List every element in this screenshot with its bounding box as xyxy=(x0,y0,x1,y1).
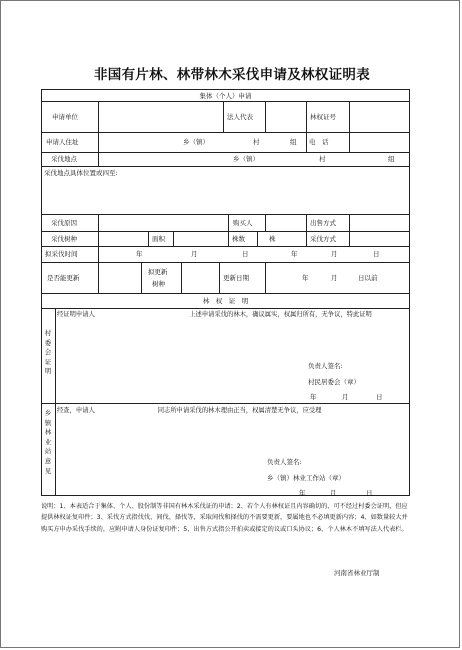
planned-year-2: 年 xyxy=(291,250,298,258)
planned-day: 日 xyxy=(242,250,249,258)
col-line xyxy=(306,231,307,246)
col-line xyxy=(265,262,266,293)
row-line xyxy=(41,262,410,263)
renew-year: 年 xyxy=(302,274,309,282)
col-line xyxy=(181,262,182,293)
section-cert: 林 权 证 明 xyxy=(202,297,249,305)
label-site-group: 组 xyxy=(388,155,395,163)
col-line xyxy=(349,231,350,246)
label-unit: 申请单位 xyxy=(52,113,78,121)
village-year: 年 xyxy=(310,393,317,401)
table-bottom-border xyxy=(41,495,410,496)
col-line xyxy=(141,262,142,293)
row-line xyxy=(41,403,410,404)
col-line xyxy=(148,231,149,246)
row-line xyxy=(41,132,410,133)
label-site-village: 村 xyxy=(319,155,326,163)
label-planned-time: 拟采伐时间 xyxy=(45,250,78,258)
town-cert-side-label: 乡镇林业站意见 xyxy=(44,409,52,475)
row-line xyxy=(41,246,410,247)
col-line xyxy=(98,152,99,166)
col-line xyxy=(265,101,266,132)
row-line xyxy=(41,231,410,232)
village-cert-text: 经证明申请人 上述申请采伐的林木，确议属实，权属归所有，无争议，特此证明 xyxy=(57,311,372,318)
label-sale-method: 出售方式 xyxy=(310,219,336,227)
label-site: 采伐地点 xyxy=(51,155,77,163)
village-month: 月 xyxy=(342,393,349,401)
label-village: 村 xyxy=(253,138,260,146)
row-line xyxy=(41,293,410,294)
col-line xyxy=(306,214,307,231)
label-renew: 是否能更新 xyxy=(47,274,80,282)
col-line xyxy=(98,101,99,132)
village-cert-side-label: 村委会证明 xyxy=(44,329,52,376)
planned-year: 年 xyxy=(136,250,143,258)
col-line xyxy=(98,231,99,246)
renew-before: 日以前 xyxy=(358,274,378,282)
section-applicant: 集体（个人）申请 xyxy=(199,92,252,100)
label-stem: 株 xyxy=(269,235,276,243)
label-forest-cert: 林权证号 xyxy=(310,113,336,121)
col-line xyxy=(173,231,174,246)
town-day: 日 xyxy=(366,489,373,497)
row-line xyxy=(41,101,410,102)
label-renew-species-1: 拟更新 xyxy=(148,268,168,276)
label-cutting-method: 采伐方式 xyxy=(310,235,336,243)
label-renew-species-2: 树种 xyxy=(152,280,165,288)
col-line xyxy=(98,214,99,231)
col-line xyxy=(349,214,350,231)
form-title: 非国有片林、林带林木采伐申请及林权证明表 xyxy=(94,67,370,83)
label-count: 株数 xyxy=(232,235,245,243)
table-top-border xyxy=(41,89,410,90)
row-line xyxy=(41,214,410,215)
renew-month: 月 xyxy=(331,274,338,282)
col-line xyxy=(349,132,350,152)
label-species: 采伐树种 xyxy=(51,235,77,243)
col-line xyxy=(306,101,307,132)
col-line xyxy=(55,308,56,495)
col-line xyxy=(219,262,220,293)
col-line xyxy=(228,214,229,231)
col-line xyxy=(228,231,229,246)
issuer: 河南省林业厅制 xyxy=(334,569,380,577)
village-day: 日 xyxy=(376,393,383,401)
village-org: 村民居委会（章） xyxy=(308,378,360,386)
form-notes: 说明：1、本表适合于集体、个人、股份制等非国有林木采伐证的申请；2、若个人有林权证且内容确切的，可不经过村委会证明，但应提供林权证复印件；3、采伐方式指伐伐、间伐、择伐等，采取间伐和择伐的不需要更新，要属地也不必填更新内容；4、如数量较大并购买方申办采伐手续的，应附申请人身份证复印件；5、出售方式指公开拍卖或接定的议或口头协议；6、个人林木不填写法人代表栏。 xyxy=(41,503,408,533)
town-org: 乡（镇）林业工作站（章） xyxy=(267,474,345,482)
row-line xyxy=(41,166,410,167)
col-line xyxy=(306,132,307,152)
label-buyer: 购买人 xyxy=(233,219,253,227)
planned-month-2: 月 xyxy=(331,250,338,258)
planned-day-2: 日 xyxy=(373,250,380,258)
col-line xyxy=(223,101,224,132)
col-line xyxy=(98,132,99,152)
label-boundary: 采伐地点具体位置或四至: xyxy=(44,169,118,177)
planned-month: 月 xyxy=(191,250,198,258)
label-legal-rep: 法人代表 xyxy=(227,113,253,121)
row-line xyxy=(41,152,410,153)
label-address: 申请人住址 xyxy=(46,138,79,146)
col-line xyxy=(98,262,99,293)
town-month: 月 xyxy=(330,489,337,497)
label-site-township: 乡（镇） xyxy=(233,155,259,163)
col-line xyxy=(257,231,258,246)
label-reason: 采伐原因 xyxy=(51,219,77,227)
town-cert-text: 经查，申请人 同志所申请采伐的林木理由正当，权属清楚无争议，应受理 xyxy=(57,407,322,414)
col-line xyxy=(265,214,266,231)
label-township: 乡（镇） xyxy=(183,138,209,146)
label-area: 面积 xyxy=(152,235,165,243)
town-year: 年 xyxy=(299,489,306,497)
label-renew-date: 更新日期 xyxy=(223,274,249,282)
label-phone: 电 话 xyxy=(309,138,329,146)
col-line xyxy=(98,246,99,262)
label-group: 组 xyxy=(290,138,297,146)
town-signer: 负责人签名: xyxy=(267,458,302,466)
col-line xyxy=(349,101,350,132)
village-signer: 负责人签名: xyxy=(308,362,343,370)
